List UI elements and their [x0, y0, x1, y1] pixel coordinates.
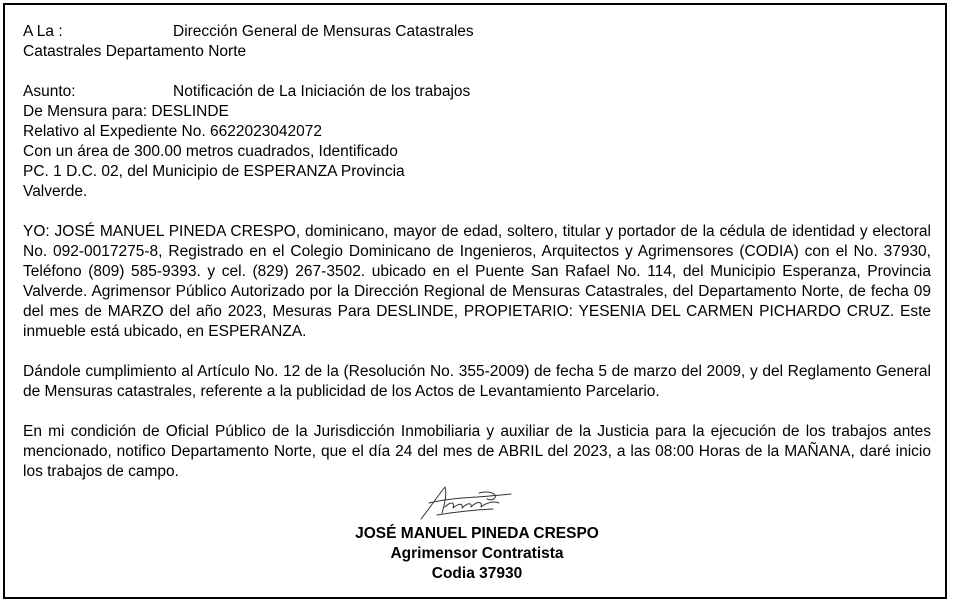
- signer-title: Agrimensor Contratista: [390, 545, 564, 562]
- subject-line: Con un área de 300.00 metros cuadrados, Identificado: [23, 143, 398, 160]
- declaration-paragraph: YO: JOSÉ MANUEL PINEDA CRESPO, dominicano, mayor de edad, soltero, titular y portador de la cédula de identidad y electoral No. 092-0017275-8, Registrado en el Colegio Dominicano de Ingenieros, Arquitectos y Agrimensores (CODIA) con el No. 37930, Teléfono (809) 585-9393. y cel. (829) 267-3502. ubicado en el Puente San Rafael No. 114, del Municipio Esperanza, Provincia Valverde. Agrimensor Público Autorizado por la Dirección Regional de Mensuras Catastrales, del Departamento Norte, de fecha 09 del mes de MARZO del año 2023, Mesuras Para DESLINDE, PROPIETARIO: YESENIA DEL CARMEN PICHARDO CRUZ. Este inmueble está ubicado, en ESPERANZA.: [23, 223, 931, 340]
- recipient-label: A La :: [23, 23, 63, 40]
- signer-name: JOSÉ MANUEL PINEDA CRESPO: [355, 525, 599, 542]
- signer-codia: Codia 37930: [431, 565, 523, 582]
- document-frame: [3, 3, 947, 599]
- signature-block: [5, 524, 949, 584]
- subject-title: Notificación de La Iniciación de los trabajos: [173, 83, 471, 100]
- subject-line: Relativo al Expediente No. 6622023042072: [23, 123, 323, 140]
- handwritten-signature: [415, 483, 515, 523]
- legal-basis-paragraph: Dándole cumplimiento al Artículo No. 12 de la (Resolución No. 355-2009) de fecha 5 de marzo del 2009, y del Reglamento General de Mensuras catastrales, referente a la publicidad de los Actos de Levantamiento Parcelario.: [23, 363, 931, 400]
- recipient-department: Catastrales Departamento Norte: [23, 43, 247, 60]
- subject-line: Valverde.: [23, 183, 88, 200]
- recipient-row: [23, 22, 931, 42]
- recipient-name: Dirección General de Mensuras Catastrales: [173, 23, 474, 40]
- subject-row: [23, 82, 931, 102]
- subject-line: PC. 1 D.C. 02, del Municipio de ESPERANZA Provincia: [23, 163, 405, 180]
- notification-paragraph: En mi condición de Oficial Público de la Jurisdicción Inmobiliaria y auxiliar de la Justicia para la ejecución de los trabajos antes mencionado, notifico Departamento Norte, que el día 24 del mes de ABRIL del 2023, a las 08:00 Horas de la MAÑANA, daré inicio los trabajos de campo.: [23, 423, 931, 480]
- subject-label: Asunto:: [23, 83, 76, 100]
- letter-body: [23, 22, 931, 482]
- subject-line: De Mensura para: DESLINDE: [23, 103, 229, 120]
